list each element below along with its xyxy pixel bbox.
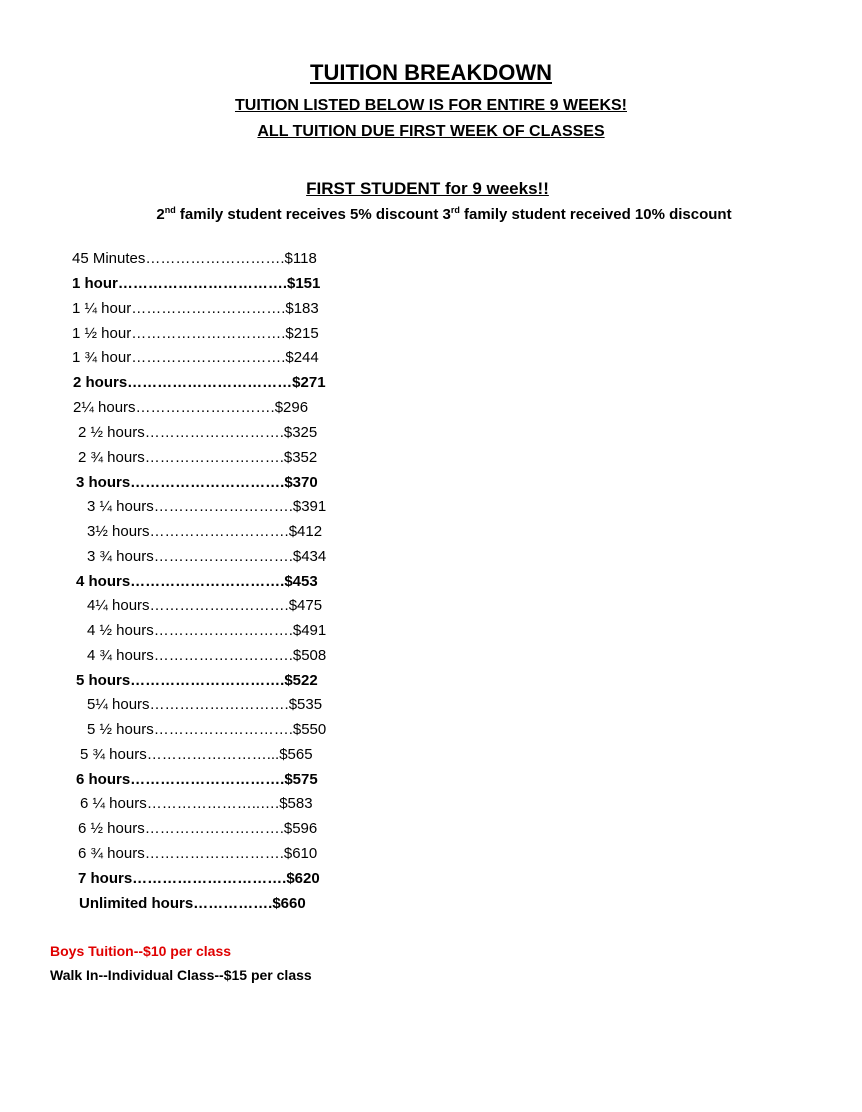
rate-row: 4 ¾ hours……………………….$508 — [87, 647, 327, 664]
second-discount-text: family student receives 5% discount — [175, 206, 443, 223]
rate-row: 7 hours………………………….$620 — [78, 870, 320, 887]
subtitle-entire-9-weeks: TUITION LISTED BELOW IS FOR ENTIRE 9 WEEKS! — [234, 97, 627, 114]
rate-row: 5¼ hours……………………….$535 — [87, 696, 323, 713]
rate-row: 6 ¾ hours……………………….$610 — [78, 845, 318, 862]
rate-row: 5 ½ hours……………………….$550 — [87, 721, 327, 738]
boys-tuition-note: Boys Tuition--$10 per class — [50, 943, 232, 959]
rate-row: 1 hour…………………………….$151 — [72, 275, 321, 292]
rate-row: 4 ½ hours……………………….$491 — [87, 622, 327, 639]
rate-row: 2 ½ hours……………………….$325 — [78, 424, 318, 441]
rate-row: 5 ¾ hours……………………...$565 — [80, 746, 313, 763]
rate-row: 4¼ hours……………………….$475 — [87, 597, 323, 614]
rate-row: 5 hours………………………….$522 — [76, 672, 318, 689]
rate-row: 1 ¼ hour………………………….$183 — [72, 300, 319, 317]
family-discount-line — [0, 205, 862, 223]
third-sup: rd — [450, 205, 460, 215]
rate-row: 2¼ hours……………………….$296 — [73, 399, 309, 416]
rate-row: 6 ½ hours……………………….$596 — [78, 820, 318, 837]
rate-row: 3½ hours……………………….$412 — [87, 523, 323, 540]
rate-row: 45 Minutes……………………….$118 — [72, 250, 317, 267]
page-title: TUITION BREAKDOWN — [310, 60, 552, 85]
rate-row: 1 ½ hour………………………….$215 — [72, 325, 319, 342]
walk-in-note: Walk In--Individual Class--$15 per class — [50, 967, 312, 983]
rate-row: 3 hours………………………….$370 — [76, 474, 318, 491]
rate-row: 2 ¾ hours……………………….$352 — [78, 449, 318, 466]
third-num: 3 — [442, 206, 451, 223]
first-student-heading: FIRST STUDENT for 9 weeks!! — [306, 179, 549, 198]
subtitle-due-first-week: ALL TUITION DUE FIRST WEEK OF CLASSES — [257, 123, 605, 140]
rate-row: 1 ¾ hour………………………….$244 — [72, 349, 319, 366]
third-discount-text: family student received 10% discount — [459, 206, 732, 223]
rate-row: Unlimited hours…………….$660 — [79, 895, 306, 912]
rate-row: 3 ¼ hours……………………….$391 — [87, 498, 327, 515]
rate-row: 3 ¾ hours……………………….$434 — [87, 548, 327, 565]
second-num: 2 — [156, 206, 165, 223]
rate-row: 2 hours……………………………$271 — [73, 374, 326, 391]
second-sup: nd — [164, 205, 176, 215]
rate-row: 6 hours………………………….$575 — [76, 771, 318, 788]
rate-row: 6 ¼ hours…………………..….$583 — [80, 795, 313, 812]
rate-row: 4 hours………………………….$453 — [76, 573, 318, 590]
